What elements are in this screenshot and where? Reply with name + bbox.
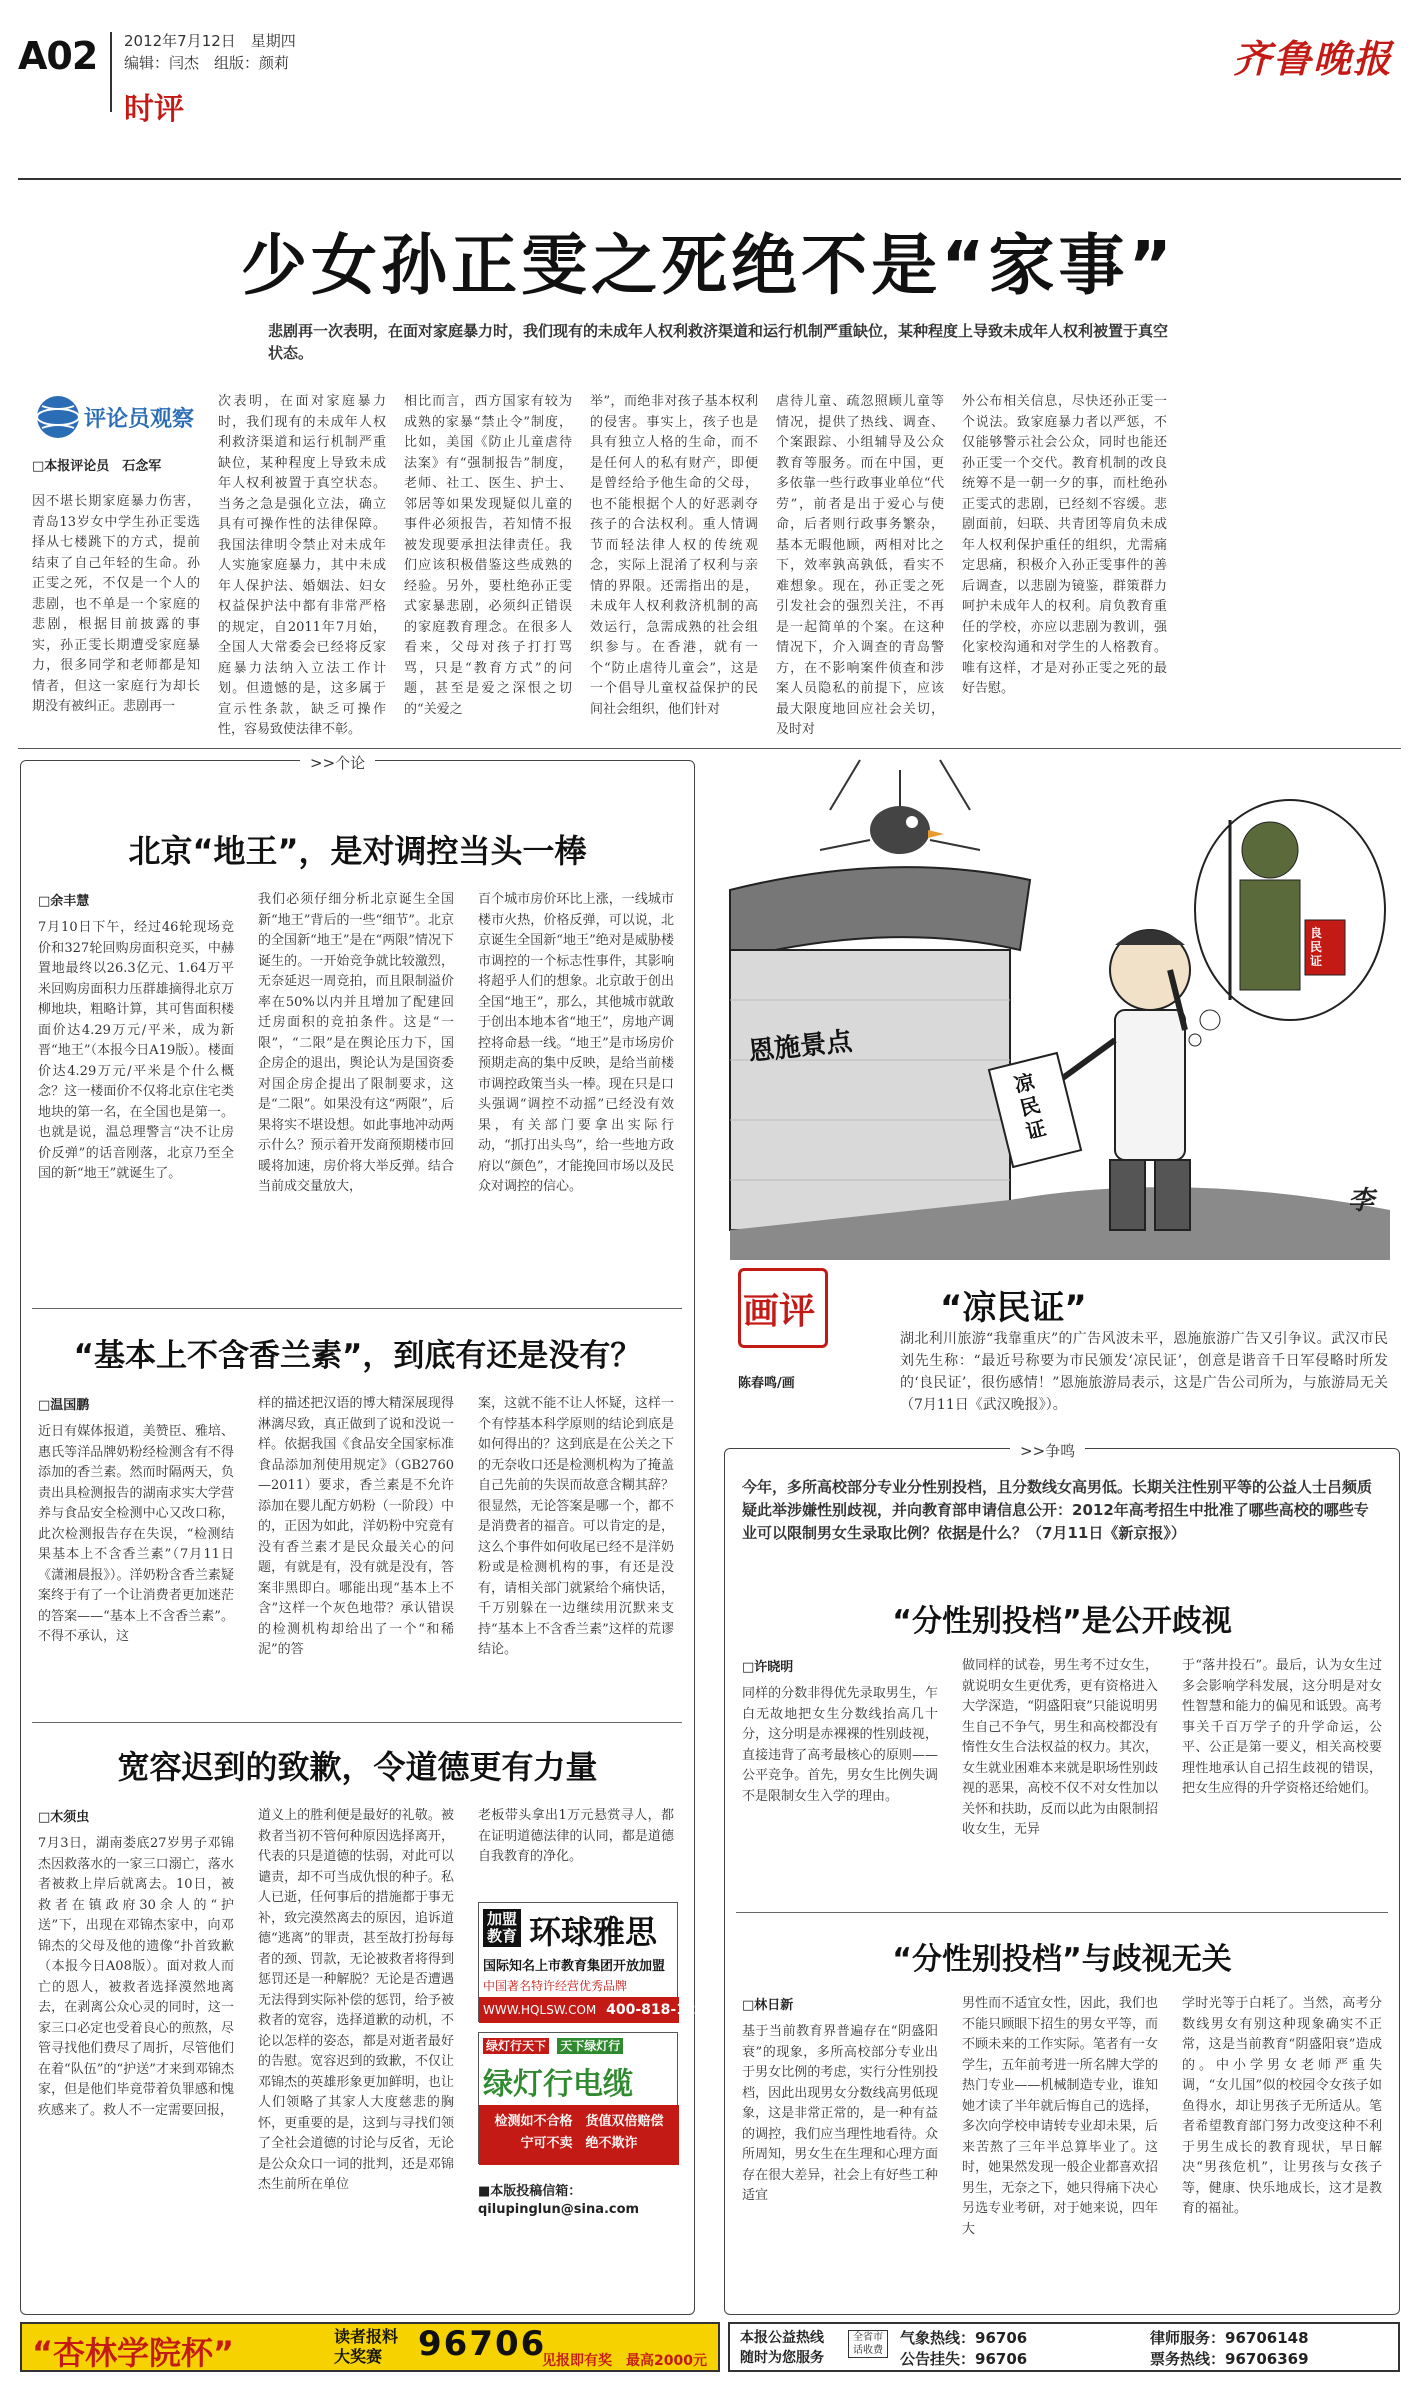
apology-title: 宽容迟到的致歉，令道德更有力量	[117, 1748, 598, 1786]
ad-yasi[interactable]	[478, 1902, 716, 2022]
ad-yasi-name: 环球雅思	[529, 1913, 658, 1951]
diwang-byline: □余丰慧	[38, 894, 90, 909]
ad-yasi-web: WWW.HQLSW.COM	[483, 2003, 597, 2017]
footer-hotline-box	[728, 2322, 1400, 2372]
xianglansu-title: “基本上不含香兰素”，到底有还是没有？	[73, 1338, 642, 1374]
ad-lvdeng-tag2: 天下绿灯行	[557, 2038, 623, 2054]
ad-yasi-sub2: 中国著名特许经营优秀品牌	[483, 1979, 628, 1993]
opinion-rule-2	[32, 1722, 682, 1723]
footer-hotline-2: 随时为您服务	[740, 2350, 824, 2366]
date-line: 2012年7月12日 星期四	[124, 32, 296, 50]
cartoon-cloud-text: 良民证	[1310, 926, 1323, 968]
globe-icon	[32, 392, 88, 442]
dispute-a1-col-3: 于“落井投石”。最后，认为女生过多会影响学科发展，这分明是对女性智慧和能力的偏见和诋毁。高考事关千百万学子的升学命运，公平、公正是第一要义，相关高校要理性地承认自己招生歧视的错误，把女生应得的升学资格还给她们。	[1182, 1658, 1382, 1796]
xianglansu-col-1: 近日有媒体报道，美赞臣、雅培、惠氏等洋品牌奶粉经检测含有不得添加的香兰素。然而时隔两天，负责出具检测报告的湖南求实大学营养与食品安全检测中心又改口称，此次检测报告存在失误，“检测结果基本上不含香兰素”（7月11日《潇湘晨报》）。洋奶粉含香兰素疑案终于有了一个让消费者更加迷茫的答案——“基本上不含香兰素”。不得不承认，这	[38, 1424, 234, 1644]
column-badge-label: 评论员观察	[84, 407, 195, 432]
dispute-a1-byline: □许晓明	[742, 1660, 794, 1675]
cartoon-sign: 恩施景点	[746, 1026, 854, 1068]
cartoon-card-text: 凉民证	[1011, 1069, 1049, 1144]
cartoon-artist-mark: 李	[1347, 1186, 1374, 1216]
footer-banner-slogan2: 最高2000元	[626, 2353, 707, 2369]
cartoon-badge-label: 画评	[743, 1291, 816, 1332]
dispute-a1-col-2: 做同样的试卷，男生考不过女生，就说明女生更优秀，更有资格进入大学深造，“阴盛阳衰”只能说明男生自己不争气，男生和高校都没有惰性女生合法权益的权力。其次，女生就业困难本来就是职场性别歧视的恶果，高校不仅不对女性加以关怀和扶助，反而以此为由限制招收女生，无异	[962, 1658, 1158, 1837]
section-label: 时评	[124, 92, 184, 127]
opinion-section-label: >>个论	[300, 752, 375, 773]
footer-banner[interactable]	[20, 2322, 720, 2372]
main-col-3: 相比而言，西方国家有较为成熟的家暴“禁止令”制度，比如，美国《防止儿童虐待法案》有“强制报告”制度，老师、社工、医生、护士、邻居等如果发现疑似儿童的事件必须报告，若知情不报被发现要承担法律责任。我们应该积极借鉴这些成熟的经验。另外，要杜绝孙正雯式家暴悲剧，必须纠正错误的家庭教育理念。在很多人看来，父母对孩子打打骂骂，只是“教育方式”的问题，甚至是爱之深恨之切的“关爱之	[404, 394, 572, 717]
diwang-col-3: 百个城市房价环比上涨，一线城市楼市火热，价格反弹，可以说，北京诞生全国新“地王”绝对是威胁楼市调控的一个标志性事件，其影响将超乎人们的想象。北京敢于创出全国“地王”，那么，其他城市就敢于创出本地本省“地王”，房地产调控将命悬一线。“地王”是市场房价预期走高的集中反映，是给当前楼市调控政策当头一棒。现在只是口头强调“调控不动摇”已经没有效果，有关部门要拿出实际行动，“抓打出头鸟”，给一些地方政府以“颜色”，才能挽回市场以及民众对调控的信心。	[478, 892, 674, 1194]
diwang-col-1: 7月10日下午，经过46轮现场竞价和327轮回购房面积竞买，中赫置地最终以26.3亿元、1.64万平米回购房面积力压群雄摘得北京万柳地块，粗略计算，其可售面积楼面价达4.29万元/平米，成为新晋“地王”（本报今日A19版）。楼面价达4.29万元/平米是个什么概念？这一楼面价不仅将北京住宅类地块的第一名，在全国也是第一。也就是说，温总理警言“决不让房价反弹”的话音刚落，北京乃至全国的新“地王”就诞生了。	[38, 920, 234, 1181]
cartoon-badge	[738, 1268, 828, 1348]
ad-yasi-top: 加盟教育	[483, 1909, 521, 1947]
ad-lvdeng-tag1: 绿灯行天下	[483, 2038, 549, 2054]
ad-lvdeng-slogan1: 检测如不合格	[494, 2114, 573, 2129]
diwang-title: 北京“地王”，是对调控当头一棒	[128, 832, 587, 870]
apology-byline: □木须虫	[38, 1810, 90, 1825]
dispute-a2-title: “分性别投档”与歧视无关	[892, 1942, 1232, 1977]
ad-yasi-sub: 国际知名上市教育集团开放加盟	[483, 1959, 666, 1974]
main-col-2: 次表明，在面对家庭暴力时，我们现有的未成年人权利救济渠道和运行机制严重缺位，某种程度上导致未成年人权利被置于真空状态。当务之急是强化立法，确立具有可操作性的法律保障。我国法律明令禁止对未成年人实施家庭暴力，其中未成年人保护法、婚姻法、妇女权益保护法中都有非常严格的规定，自2011年7月始，全国人大常委会已经将反家庭暴力法纳入立法工作计划。但遗憾的是，这多属于宣示性条款，缺乏可操作性，容易致使法律不彰。	[218, 394, 386, 737]
email-label: ■本版投稿信箱：	[478, 2184, 582, 2199]
main-col-7	[1185, 392, 1385, 742]
main-article-lead: 悲剧再一次表明，在面对家庭暴力时，我们现有的未成年人权利救济渠道和运行机制严重缺位，某种程度上导致未成年人权利被置于真空状态。	[268, 322, 1169, 362]
brand-logo: 齐鲁晚报	[1232, 36, 1393, 81]
page-number: A02	[18, 34, 98, 78]
dispute-a2-col-2: 男性而不适宜女性，因此，我们也不能只顾眼下招生的男女平等，而不顾未来的工作实际。笔者有一女学生，五年前考进一所名牌大学的热门专业——机械制造专业，谁知她才读了半年就后悔自己的选择，多次向学校申请转专业却未果，后来苦熬了三年半总算毕业了。这时，她果然发现一般企业都喜欢招男生，无奈之下，她只得痛下决心另选专业考研，对于她来说，四年大	[962, 1996, 1158, 2237]
dispute-a1-title: “分性别投档”是公开歧视	[892, 1604, 1232, 1639]
main-col-1: 因不堪长期家庭暴力伤害，青岛13岁女中学生孙正雯选择从七楼跳下的方式，提前结束了自己年轻的生命。孙正雯之死，不仅是一个人的悲剧，也不单是一个家庭的悲剧，根据目前披露的事实，孙正雯长期遭受家庭暴力，很多同学和老师都是知情者，但这一家庭行为却长期没有被纠正。悲剧再一	[32, 494, 200, 714]
email-address[interactable]: qilupinglun@sina.com	[478, 2202, 640, 2217]
man-figure	[1060, 930, 1190, 1230]
footer-banner-small2: 大奖赛	[334, 2347, 383, 2366]
thought-cloud	[1189, 800, 1385, 1046]
xianglansu-col-2: 样的描述把汉语的博大精深展现得淋漓尽致，真正做到了说和没说一样。依据我国《食品安全国家标准食品添加剂使用规定》（GB2760—2011）要求，香兰素是不允许添加在婴儿配方奶粉（一阶段）中的，正因为如此，洋奶粉中究竟有没有香兰素才是民众最关心的问题，有就是有，没有就是没有，答案非黑即白。哪能出现“基本上不含”这样一个灰色地带？承认错误的检测机构却给出了一个“和稀泥”的答	[258, 1396, 454, 1657]
cartoon-illustration	[730, 740, 1390, 1260]
footer-item-lost[interactable]: 公告挂失：96706	[900, 2350, 1028, 2368]
footer-banner-small1: 读者报料	[334, 2327, 399, 2346]
bird-icon	[870, 806, 944, 854]
ad-lvdeng-slogan3: 宁可不卖 绝不欺诈	[520, 2136, 638, 2151]
ad-lvdeng[interactable]	[478, 2032, 678, 2164]
main-col-5: 虐待儿童、疏忽照顾儿童等情况，提供了热线、调查、个案跟踪、小组辅导及公众教育等服务。而在中国，更多依靠一些行政事业单位“代劳”，前者是出于爱心与使命，后者则行政事务繁杂，基本无暇他顾，两相对比之下，效率孰高孰低，看实不难想象。现在，孙正雯之死引发社会的强烈关注，不再是一起简单的个案。在这种情况下，介入调查的青岛警方，在不影响案件侦查和涉案人员隐私的前提下，应该最大限度地回应社会关切，及时对	[776, 394, 944, 737]
dispute-rule	[736, 1912, 1388, 1913]
main-col-4: 举”，而绝非对孩子基本权利的侵害。事实上，孩子也是具有独立人格的生命，而不是任何人的私有财产，即便是曾经给予他生命的父母，也不能根据个人的好恶剥夺孩子的合法权利。重人情调节而轻法律人权的传统观念，实际上混淆了权利与亲情的界限。还需指出的是，未成年人权利救济机制的高效运行，急需成熟的社会组织参与。在香港，就有一个“防止虐待儿童会”，这是一个倡导儿童权益保护的民间社会组织，他们针对	[590, 394, 758, 717]
diwang-col-2: 我们必须仔细分析北京诞生全国新“地王”背后的一些“细节”。北京的全国新“地王”是在“两限”情况下诞生的。一开始竞争就比较激烈，无奈延迟一周竞拍，而且限制溢价率在50%以内并且增加了配建回迁房面积的竞拍条件。这是“一限”，“二限”是在舆论压力下，国企房企的退出，舆论认为是国资委对国企房企提出了限制要求，这是“二限”。如果没有这“两限”，后果将实不堪设想。如此事地冲动两示什么？预示着开发商预期楼市回暖将加速，房价将大举反弹。结合当前成交量放大，	[258, 892, 454, 1194]
main-col-6: 外公布相关信息，尽快还孙正雯一个说法。致家庭暴力者以严惩，不仅能够警示社会公众，同时也能还孙正雯一个交代。教育机制的改良统筹不是一朝一夕的事，而杜绝孙正雯式的悲剧，已经刻不容缓。悲剧面前，妇联、共青团等肩负未成年人权利保护重任的组织，尤需痛定思痛，积极介入孙正雯事件的善后调查，以悲剧为镜鉴，群策群力呵护未成年人的权利。肩负教育重任的学校，亦应以悲剧为教训，强化家校沟通和对学生的人格教育。唯有这样，才是对孙正雯之死的最好告慰。	[962, 394, 1167, 696]
dispute-a2-col-1: 基于当前教育界普遍存在“阴盛阳衰”的现象，多所高校部分专业出于男女比例的考虑，实行分性别投档，因此出现男女分数线高男低现象，这是非常正常的，是一种有益的调控，我们应当理性地看待。众所周知，男女生在生理和心理方面存在很大差异，社会上有好些工种适宜	[742, 2024, 938, 2203]
apology-col-1: 7月3日，湖南娄底27岁男子邓锦杰因救落水的一家三口溺亡，落水者被救上岸后就离去。10日，被救者在镇政府30余人的“护送”下，出现在邓锦杰家中，向邓锦杰的父母及他的遗像“扑首致歉（本报今日A08版）。面对救人而亡的恩人，被救者选择漠然地离去，在剥离公众心灵的同时，这一家三口必定也受着良心的煎熬，尽管寻找他们费尽了周折，尽管他们在着“队伍”的“护送”才来到邓锦杰家，但是他们毕竟带着负罪感和愧疚感来了。救人不一定需要回报，	[38, 1836, 234, 2118]
header-rule	[18, 178, 1401, 180]
footer-banner-title: “杏林学院杯”	[32, 2334, 235, 2372]
footer-item-ticket[interactable]: 票务热线：96706369	[1150, 2350, 1309, 2368]
main-article-title: 少女孙正雯之死绝不是“家事”	[241, 227, 1176, 304]
opinion-rule-1	[32, 1308, 682, 1309]
xianglansu-byline: □温国鹏	[38, 1398, 90, 1413]
dispute-a1-col-1: 同样的分数非得优先录取男生，乍白无故地把女生分数线抬高几十分，这分明是赤裸裸的性别歧视，直接违背了高考最核心的原则——公平竞争。首先，男女生比例失调不是限制女生入学的理由。	[742, 1686, 938, 1804]
dispute-a2-byline: □林日新	[742, 1998, 794, 2013]
xianglansu-col-3: 案，这就不能不让人怀疑，这样一个有悖基本科学原则的结论到底是如何得出的？这到底是在公关之下的无奈收口还是检测机构为了掩盖自己先前的失误而故意含糊其辞？很显然，无论答案是哪一个，都不是消费者的福音。可以肯定的是，这么个事件如何收尾已经不是洋奶粉或是检测机构的事，有还是没有，请相关部门就紧给个痛快话，千万别躲在一边继续用沉默来支持“基本上不含香兰素”这样的荒谬结论。	[478, 1396, 674, 1657]
dispute-a2-col-3: 学时光等于白耗了。当然，高考分数线男女有别这种现象确实不正常，这是当前教育“阴盛阳衰”造成的。中小学男女老师严重失调，“女儿国”似的校园令女孩子如鱼得水，却让男孩子无所适从。笔者希望教育部门努力改变这种不利于男生成长的教育现状，早日解决“男孩危机”，让男孩与女孩子等，健康、快乐地成长，这才是教育的福祉。	[1182, 1996, 1382, 2216]
footer-item-weather[interactable]: 气象热线：96706	[900, 2329, 1028, 2347]
footer-hotline-1: 本报公益热线	[740, 2330, 824, 2346]
editors-line: 编辑：闫杰 组版：颜莉	[124, 54, 290, 72]
ad-yasi-phone: 400-818-1221	[606, 2002, 716, 2018]
footer-item-lawyer[interactable]: 律师服务：96706148	[1150, 2329, 1309, 2347]
ad-lvdeng-slogan2: 货值双倍赔偿	[585, 2114, 664, 2129]
main-byline: □本报评论员 石念军	[32, 459, 162, 474]
footer-banner-slogan1: 见报即有奖	[542, 2353, 612, 2369]
column-badge	[32, 392, 242, 442]
dispute-intro: 今年，多所高校部分专业分性别投档，且分数线女高男低。长期关注性别平等的公益人士吕频质疑此举涉嫌性别歧视，并向教育部申请信息公开：2012年高考招生中批准了哪些高校的哪些专业可以限制男女生录取比例？依据是什么？（7月11日《新京报》）	[742, 1478, 1373, 1542]
apology-col-2: 道义上的胜利便是最好的礼敬。被救者当初不管何种原因选择离开，代表的只是道德的怯弱，对此可以谴责，却不可当成仇恨的种子。私人已逝，任何事后的措施都于事无补，致完漠然离去的原因，追诉道德“逃离”的罪责，甚至故打扮每每者的颈、罚款，无论被救者将得到惩罚还是一种解脱？无论是否遭遇无法得到实际补偿的惩罚，给予被救者的宽容，选择道歉的动机，不论以怎样的姿态，都是对逝者最好的告慰。宽容迟到的致歉，不仅让邓锦杰的英雄形象更加鲜明，也让人们领略了其家人大度慈悲的胸怀，更重要的是，这到与寻找们领了全社会道德的讨论与反省，无论是公众众口一词的批判，还是邓锦杰生前所在单位	[258, 1808, 454, 2192]
footer-banner-phone: 96706	[418, 2324, 547, 2364]
ad-lvdeng-name: 绿灯行电缆	[483, 2067, 633, 2102]
dispute-section-label: >>争鸣	[1010, 1440, 1085, 1461]
cartoon-title: “凉民证”	[940, 1288, 1087, 1328]
footer-hotline-badge: 全省市话收费	[848, 2330, 888, 2358]
cartoon-frame	[730, 740, 1390, 1260]
cartoon-caption: 湖北利川旅游“我靠重庆”的广告风波未平，恩施旅游广告又引争议。武汉市民刘先生称：“最近号称要为市民颁发‘凉民证’，创意是谐音千日军侵略时所发的‘良民证’，很伤感情！”恩施旅游局表示，这是广告公司所为，与旅游局无关（7月11日《武汉晚报》）。	[900, 1331, 1388, 1413]
apology-col-3: 老板带头拿出1万元悬赏寻人，都在证明道德法律的认同，都是道德自我教育的净化。	[478, 1808, 674, 1864]
cartoon-artist: 陈春鸣/画	[738, 1376, 795, 1391]
